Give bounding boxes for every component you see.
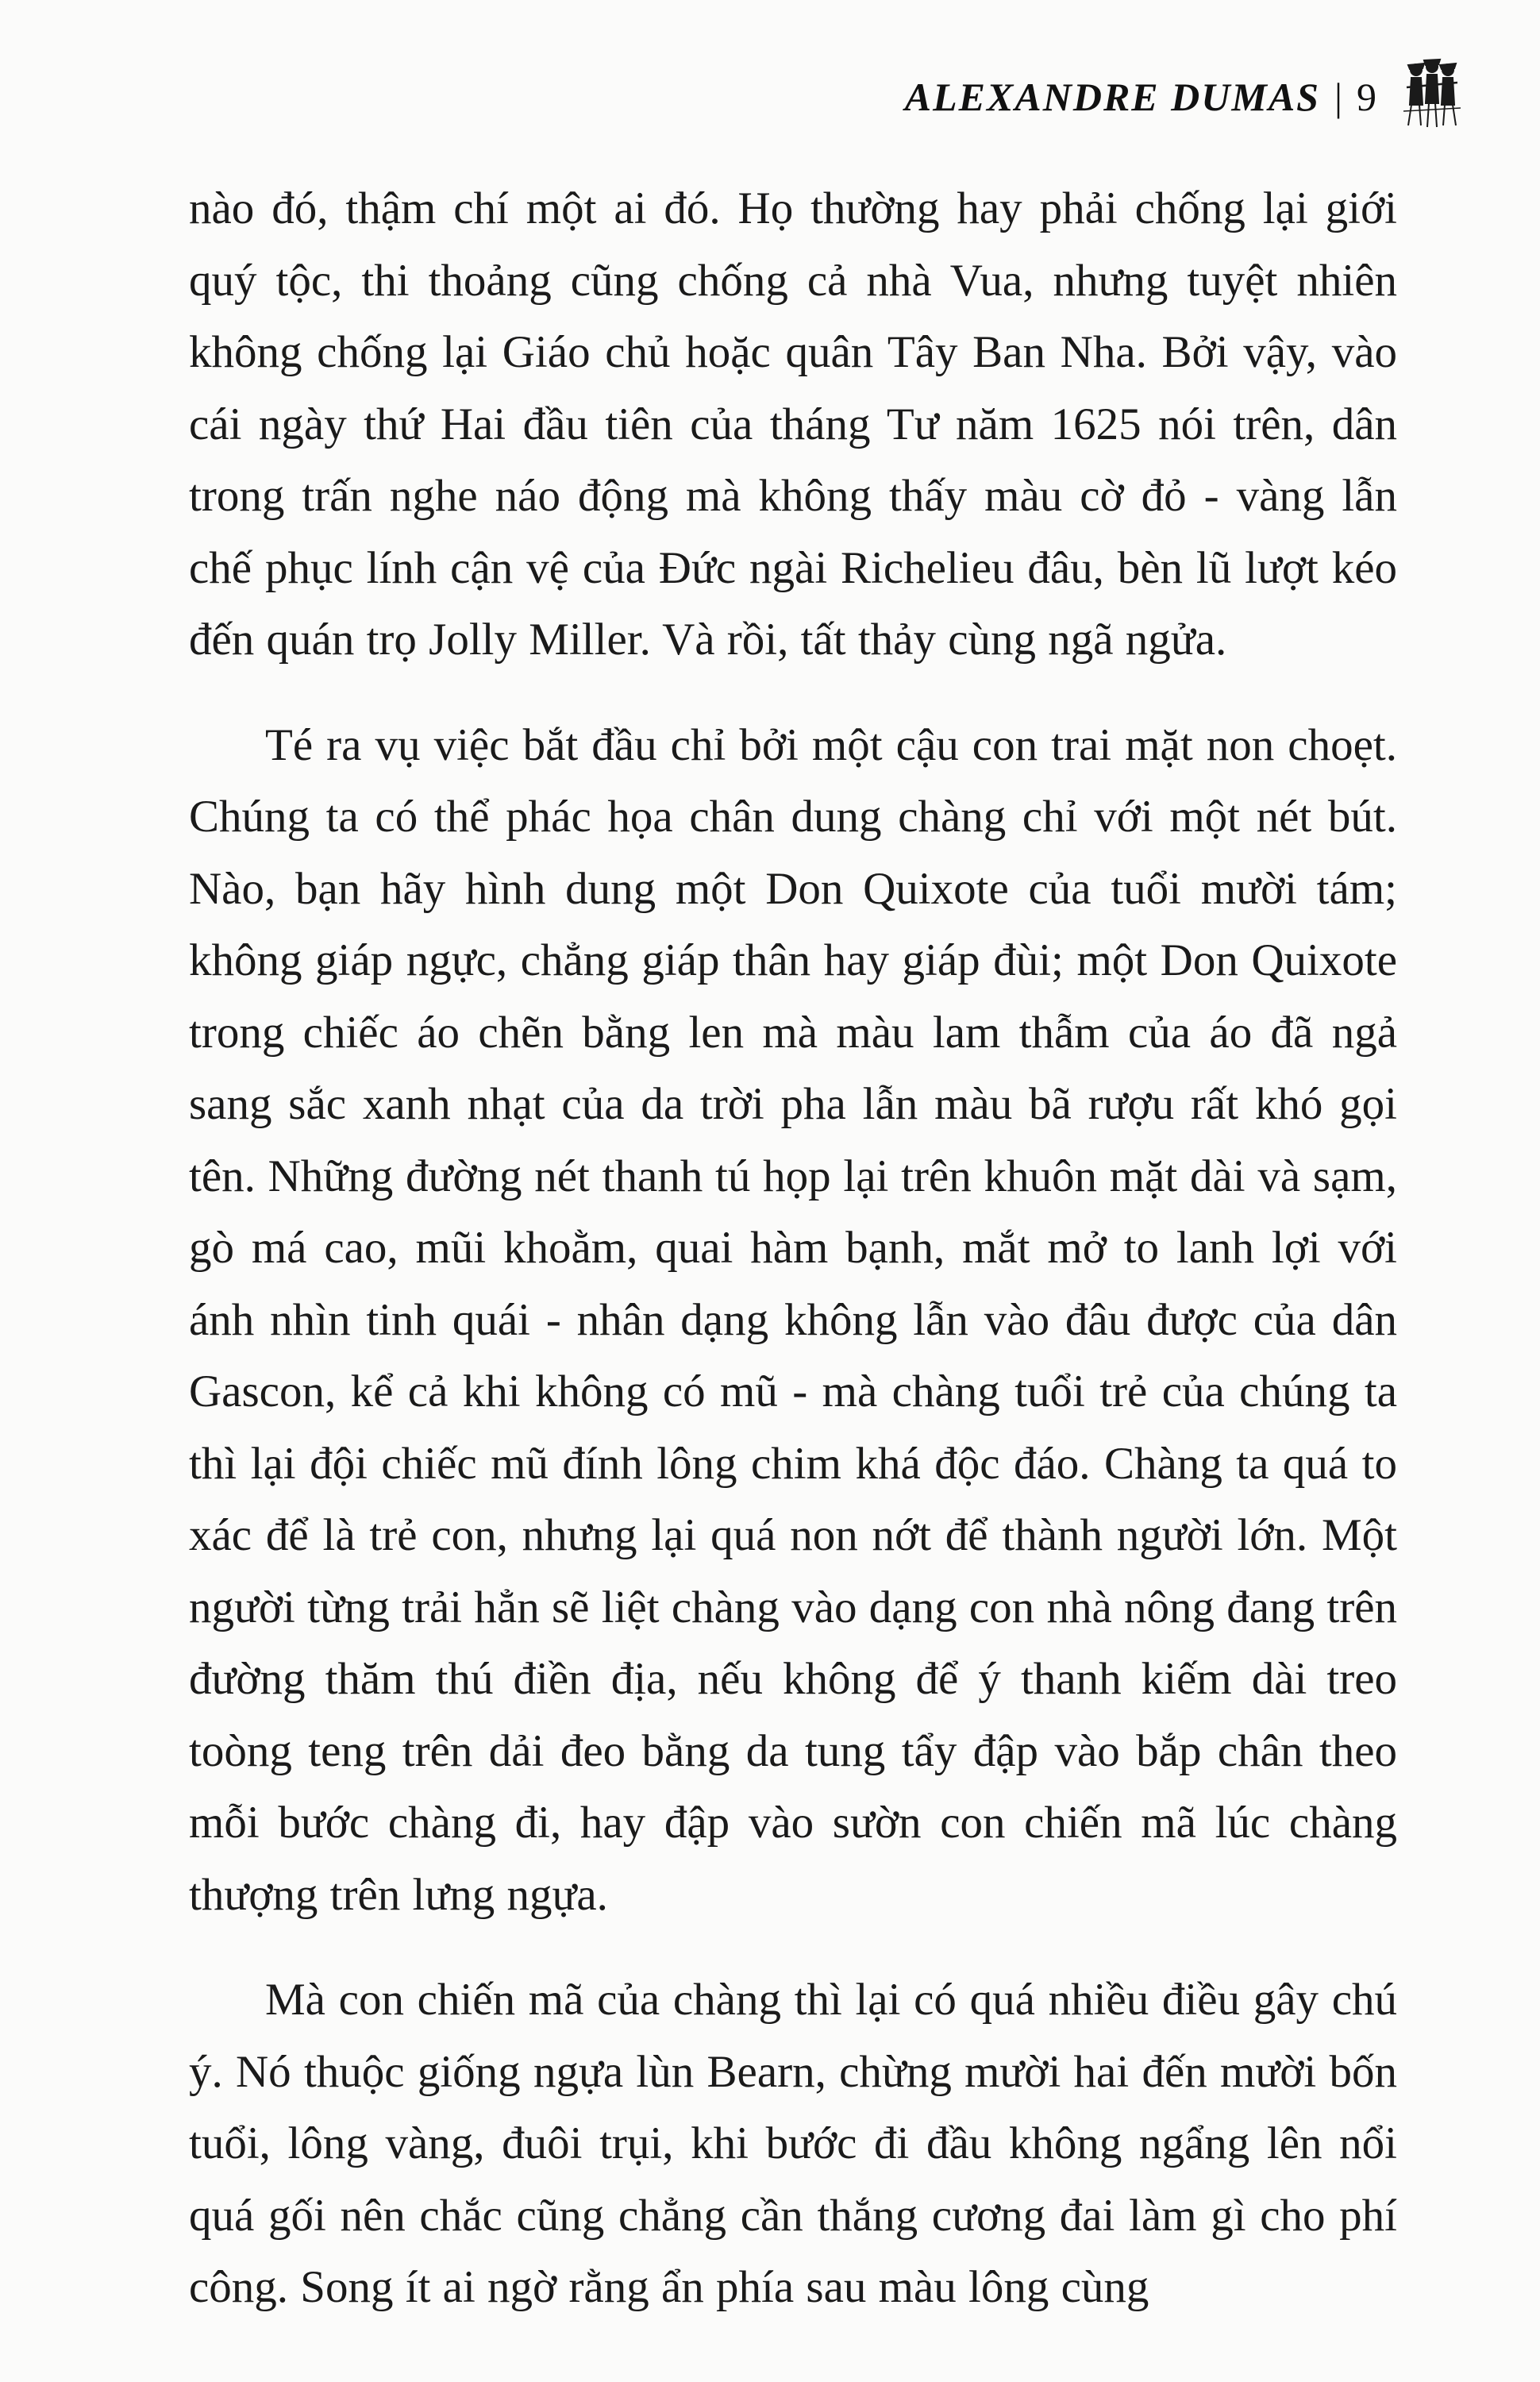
page-number: 9 xyxy=(1357,75,1376,119)
header-divider: | xyxy=(1334,75,1342,119)
body-text xyxy=(189,173,1397,2357)
paragraph: Mà con chiến mã của chàng thì lại có quá nhiều điều gây chú ý. Nó thuộc giống ngựa lùn Bearn, chừng mười hai đến mười bốn tuổi, lông vàng, đuôi trụi, khi bước đi đầu không ngẩng lên nổi quá gối nên chắc cũng chẳng cần thắng cương đai làm gì cho phí công. Song ít ai ngờ rằng ẩn phía sau màu lông cùng xyxy=(189,1975,1397,2312)
paragraph-continued: nào đó, thậm chí một ai đó. Họ thường hay phải chống lại giới quý tộc, thi thoảng cũng chống cả nhà Vua, nhưng tuyệt nhiên không chống lại Giáo chủ hoặc quân Tây Ban Nha. Bởi vậy, vào cái ngày thứ Hai đầu tiên của tháng Tư năm 1625 nói trên, dân trong trấn nghe náo động mà không thấy màu cờ đỏ - vàng lẫn chế phục lính cận vệ của Đức ngài Richelieu đâu, bèn lũ lượt kéo đến quán trọ Jolly Miller. Và rồi, tất thảy cùng ngã ngửa. xyxy=(189,183,1397,665)
paragraph: Té ra vụ việc bắt đầu chỉ bởi một cậu con trai mặt non choẹt. Chúng ta có thể phác họa chân dung chàng chỉ với một nét bút. Nào, bạn hãy hình dung một Don Quixote của tuổi mười tám; không giáp ngực, chẳng giáp thân hay giáp đùi; một Don Quixote trong chiếc áo chẽn bằng len mà màu lam thẫm của áo đã ngả sang sắc xanh nhạt của da trời pha lẫn màu bã rượu rất khó gọi tên. Những đường nét thanh tú họp lại trên khuôn mặt dài và sạm, gò má cao, mũi khoằm, quai hàm bạnh, mắt mở to lanh lợi với ánh nhìn tinh quái - nhân dạng không lẫn vào đâu được của dân Gascon, kể cả khi không có mũ - mà chàng tuổi trẻ của chúng ta thì lại đội chiếc mũ đính lông chim khá độc đáo. Chàng ta quá to xác để là trẻ con, nhưng lại quá non nớt để thành người lớn. Một người từng trải hẳn sẽ liệt chàng vào dạng con nhà nông đang trên đường thăm thú điền địa, nếu không để ý thanh kiếm dài treo toòng teng trên dải đeo bằng da tung tẩy đập vào bắp chân theo mỗi bước chàng đi, hay đập vào sườn con chiến mã lúc chàng thượng trên lưng ngựa. xyxy=(189,719,1397,1920)
page-header xyxy=(905,62,1464,132)
running-head-author: ALEXANDRE DUMAS xyxy=(904,75,1320,119)
musketeers-emblem-icon xyxy=(1400,56,1464,132)
